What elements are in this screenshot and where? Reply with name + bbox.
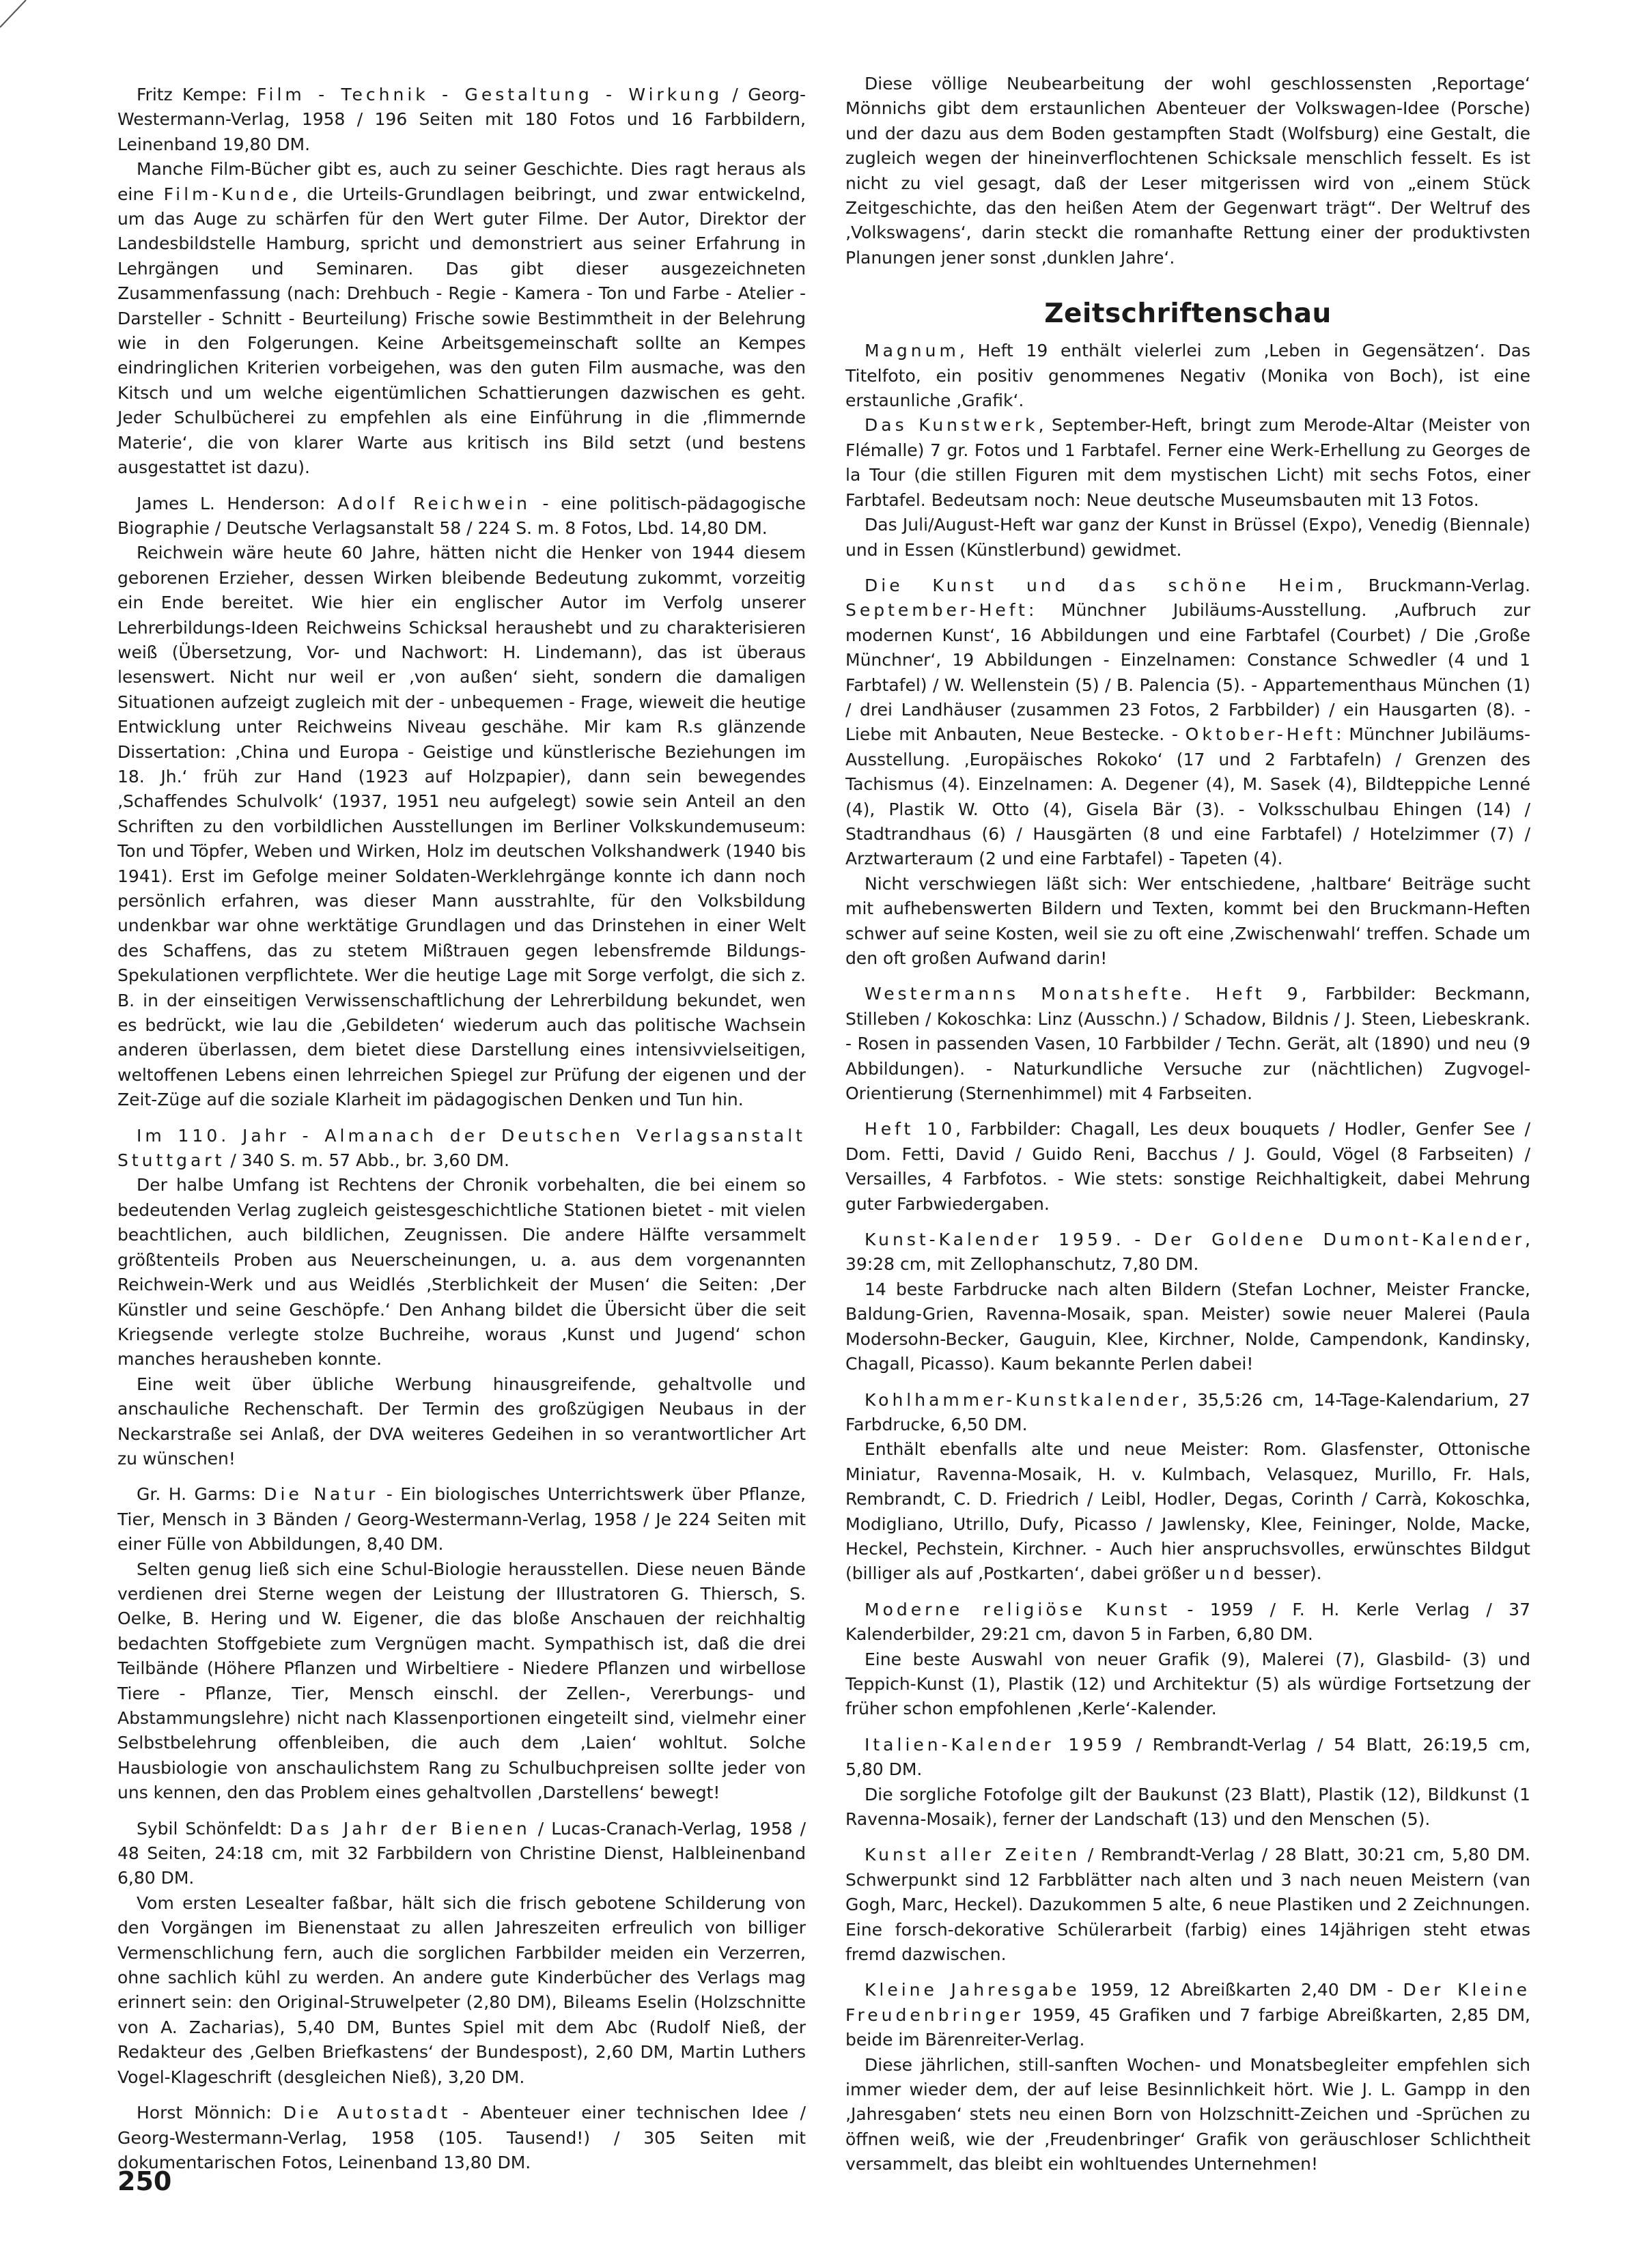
paragraph xyxy=(117,83,806,157)
section-heading: Zeitschriftenschau xyxy=(1044,298,1332,330)
paragraph xyxy=(845,573,1530,872)
paragraph xyxy=(117,157,806,480)
spaced-title: Die Autostadt xyxy=(283,2103,451,2123)
spaced-title: Kunst aller Zeiten xyxy=(865,1845,1081,1865)
text-run: Diese jährlichen, still-sanften Wochen- und Monatsbegleiter empfehlen sich immer wieder dem, der auf leise Besinnlichkeit hört. Wie J. L. Gampp in den ‚Jahresgaben‘ stets neu einen Born von Holzschnitt-Zeichen und -Sprüchen zu öffnen weiß, wie der ‚Freudenbringer‘ Grafik von geräuschloser Schlichtheit versammelt, das bleibt ein wohltuendes Unternehmen! xyxy=(845,2054,1530,2174)
right-column-bottom xyxy=(845,339,1530,2177)
spaced-title: Film-Kunde xyxy=(163,184,292,204)
text-run: Selten genug ließ sich eine Schul-Biologie herausstellen. Diese neuen Bände verdienen drei Sterne wegen der Leistung der Illustratoren G. Thiersch, S. Oelke, B. Hering und W. Eigener, die das bloße Anschauen der reichhaltig bedachten Stoffgebiete zum Vergnügen macht. Sympathisch ist, daß die drei Teilbände (Höhere Pflanzen und Wirbeltiere - Niedere Pflanzen und wirbellose Tiere - Pflanze, Tier, Mensch einschl. der Zellen-, Vererbungs- und Abstammungslehre) nicht nach Klassenportionen eingeteilt sind, vielmehr einer Selbstbelehrung offenbleiben, die auch dem ‚Laien‘ wohltut. Solche Hausbiologie von anschaulichstem Rang zu Schulbuchpreisen sollte jeder von uns kennen, den das Problem eines gehaltvollen ‚Darstellens‘ bewegt! xyxy=(117,1559,806,1803)
text-run: , September-Heft, bringt zum Merode-Altar (Meister von Flémalle) 7 gr. Fotos und 1 Farbtafel. Ferner eine Werk-Erhellung zu Georges de la Tour (die stillen Figuren mit dem mystischen Licht) mit sechs Fotos, einer Farbtafel. Bedeutsam noch: Neue deutsche Museumsbauten mit 13 Fotos. xyxy=(845,415,1531,510)
text-run: / 340 S. m. 57 Abb., br. 3,60 DM. xyxy=(225,1150,509,1171)
paragraph xyxy=(845,982,1530,1106)
right-column-top xyxy=(845,72,1530,270)
text-run: Vom ersten Lesealter faßbar, hält sich die frisch gebotene Schilderung von den Vorgängen im Bienenstaat zu allen Jahreszeiten erfreulich von billiger Vermenschlichung fern, auch die sorglichen Farbbilder meiden ein Verzerren, ohne sachlich kühl zu werden. An andere gute Kinderbücher des Verlags mag erinnert sein: den Original-Struwelpeter (2,80 DM), Bileams Eselin (Holzschnitte von A. Zacharias), 5,40 DM, Buntes Spiel mit dem Abc (Rudolf Nieß, der Redakteur des ‚Gelben Briefkastens‘ der Bundespost), 2,60 DM, Martin Luthers Vogel-Klageschrift (desgleichen Nieß), 3,20 DM. xyxy=(117,1893,806,2087)
paragraph xyxy=(845,1228,1530,1277)
paragraph xyxy=(117,1124,806,1174)
text-run: Nicht verschwiegen läßt sich: Wer entschiedene, ‚haltbare‘ Beiträge sucht mit aufhebenswerten Bildern und Texten, kommt bei den Bruckmann-Heften schwer auf seine Kosten, weil sie zu oft eine ‚Zwischenwahl‘ treffen. Schade um den oft großen Aufwand darin! xyxy=(845,873,1530,968)
paragraph xyxy=(845,1733,1530,1783)
spaced-title: Kohlhammer-Kunstkalender xyxy=(865,1389,1182,1410)
paragraph xyxy=(117,1817,806,1891)
paragraph xyxy=(117,1557,806,1806)
paragraph xyxy=(845,1647,1530,1722)
spaced-title: Das Kunstwerk xyxy=(865,415,1039,436)
spaced-title: Adolf Reichwein xyxy=(337,493,531,513)
paragraph xyxy=(845,513,1530,563)
spaced-title: Der Kleine Freudenbringer xyxy=(845,1980,1531,2025)
text-run: Reichwein wäre heute 60 Jahre, hätten nicht die Henker von 1944 diesem geborenen Erzieher, dessen Wirken bleibende Bedeutung zukommt, vorzeitig ein Ende bereitet. Wie hier ein englischer Autor im Verfolg unserer Lehrerbildungs-Ideen Reichweins Schicksal heraushebt und zu charakterisieren weiß (Übersetzung, Vor- und Nachwort: H. Lindemann), das ist überaus lesenswert. Nicht nur weil er ‚von außen‘ sieht, sondern die damaligen Situationen aufzeigt zugleich mit der - unbequemen - Frage, wieweit die heutige Entwicklung unter Reichweins Niveau geschähe. Mir kam R.s glänzende Dissertation: ‚China und Europa - Geistige und künstlerische Beziehungen im 18. Jh.‘ früh zur Hand (1923 auf Holzpapier), dann sein bewegendes ‚Schaffendes Schulvolk‘ (1937, 1951 neu aufgelegt) sowie sein Anteil an den Schriften zu den vorbildlichen Ausstellungen im Berliner Volkskundemuseum: Ton und Töpfer, Weben und Wirken, Holz im deutschen Volkshandwerk (1940 bis 1941). Erst im Gefolge meiner Soldaten-Werklehrgänge konnte ich dann noch persönlich erfahren, was dieser Mann ausstrahlte, für den Volksbildung undenkbar war ohne werktätige Grundlagen und das Drinstehen in einer Welt des Schaffens, das zu stetem Mißtrauen gegen lebensfremde Bildungs-Spekulationen verpflichtete. Wer die heutige Lage mit Sorge verfolgt, die sich z. B. in der einseitigen Verwissenschaftlichung der Lehrerbildung bekundet, wen es bedrückt, wie lau die ‚Gebildeten‘ wiederum auch das politische Wachsein anderen überlassen, dem bietet diese Darstellung eines intensivvielseitigen, weltoffenen Lebens einen lehrreichen Spiegel zur Prüfung der eigenen und der Zeit-Züge auf die soziale Klarheit im pädagogischen Denken und Tun hin. xyxy=(117,543,806,1110)
spaced-title: Oktober-Heft xyxy=(1185,724,1336,745)
paragraph xyxy=(845,1117,1530,1217)
paragraph xyxy=(845,1978,1530,2052)
paragraph xyxy=(845,1598,1530,1647)
paragraph xyxy=(845,1843,1530,1967)
paragraph xyxy=(845,1783,1530,1832)
spaced-title: Magnum xyxy=(865,341,959,361)
spaced-title: Film - Technik - Gestaltung - Wirkung xyxy=(256,85,723,104)
left-column xyxy=(117,72,806,2175)
text-run: 1959, 12 Abreißkarten 2,40 DM - xyxy=(1080,1980,1403,2000)
paragraph xyxy=(117,492,806,541)
text-run: - 1959 / F. H. Kerle Verlag / 37 Kalenderbilder, 29:21 cm, davon 5 in Farben, 6,80 DM. xyxy=(845,1599,1530,1645)
paragraph xyxy=(845,2053,1530,2177)
paragraph xyxy=(117,1482,806,1557)
paragraph xyxy=(117,2101,806,2175)
text-run: / Rembrandt-Verlag / 28 Blatt, 30:21 cm, 5,80 DM. Schwerpunkt sind 12 Farbblätter nach alten und 3 nach neuen Meistern (van Gogh, Marc, Heckel). Dazukommen 5 alte, 6 neue Plastiken und 2 Zeichnungen. Eine forsch-dekorative Schülerarbeit (farbig) eines 14jährigen steht etwas fremd dazwischen. xyxy=(845,1845,1530,1965)
right-column xyxy=(845,72,1530,2177)
text-run: Der halbe Umfang ist Rechtens der Chronik vorbehalten, die bei einem so bedeutenden Verlag zugleich geistesgeschichtliche Stationen bietet - mit vielen beachtlichen, auch bildlichen, Zeugnissen. Die andere Hälfte versammelt größtenteils Proben aus Neuerscheinungen, u. a. aus dem vorgenannten Reichwein-Werk und aus Weidlés ‚Sterblichkeit der Musen‘ die Seiten: ‚Der Künstler und seine Geschöpfe.‘ Den Anhang bildet die Übersicht über die seit Kriegsende verlegte stolze Buchreihe, woraus ‚Kunst und Jugend‘ schon manches herausheben konnte. xyxy=(117,1175,806,1370)
text-run: Sybil Schönfeldt: xyxy=(137,1818,290,1839)
text-run: - Ein biologisches Unterrichtswerk über Pflanze, Tier, Mensch in 3 Bänden / Georg-Westermann-Verlag, 1958 / Je 224 Seiten mit einer Fülle von Abbildungen, 8,40 DM. xyxy=(117,1484,806,1555)
text-run: , 39:28 cm, mit Zellophanschutz, 7,80 DM. xyxy=(845,1230,1530,1275)
spaced-title: und xyxy=(1205,1563,1248,1584)
text-run: Diese völlige Neubearbeitung der wohl geschlossensten ‚Reportage‘ Mönnichs gibt dem erstaunlichen Abenteuer der Volkswagen-Idee (Porsche) und der dazu aus dem Boden gestampften Stadt (Wolfsburg) eine Gestalt, die zugleich wegen der hineinverflochtenen Schicksale menschlich fesselt. Es ist nicht zu viel gesagt, daß der Leser mitgerissen wird von „einem Stück Zeitgeschichte, das den heißen Atem der Gegenwart trägt“. Der Weltruf des ‚Volkswagens‘, darin steckt die romanhafte Rettung einer der produktivsten Planungen jener sonst ‚dunklen Jahre‘. xyxy=(845,74,1530,268)
text-run: Gr. H. Garms: xyxy=(137,1484,264,1505)
corner-crop-mark xyxy=(0,0,41,41)
text-run: , Bruckmann-Verlag. xyxy=(1336,575,1530,595)
text-run: Enthält ebenfalls alte und neue Meister: Rom. Glasfenster, Ottonische Miniatur, Ravenna-Mosaik, H. v. Kulmbach, Velasquez, Murillo, Fr. Hals, Rembrandt, C. D. Friedrich / Leibl, Hodler, Degas, Corinth / Carrà, Kokoschka, Modigliano, Utrillo, Dufy, Picasso / Jawlensky, Klee, Feininger, Nolde, Macke, Heckel, Pechstein, Kirchner. - Auch hier anspruchsvolles, erwünschtes Bildgut (billiger als auf ‚Postkarten‘, dabei größer xyxy=(845,1439,1530,1584)
spaced-title: Kunst-Kalender 1959 xyxy=(865,1230,1116,1250)
text-run: Fritz Kempe: xyxy=(137,85,257,104)
text-run: 1959, 45 Grafiken und 7 farbige Abreißkarten, 2,85 DM, beide im Bärenreiter-Verlag. xyxy=(845,2004,1530,2050)
paragraph xyxy=(845,872,1530,972)
spaced-title: Moderne religiöse Kunst xyxy=(865,1599,1171,1619)
text-run: besser). xyxy=(1247,1563,1322,1584)
paragraph xyxy=(845,1277,1530,1377)
spaced-title: Der Goldene Dumont-Kalender xyxy=(1153,1230,1526,1250)
text-run: , Farbbilder: Chagall, Les deux bouquets / Hodler, Genfer See / Dom. Fetti, David / Guido Reni, Bacchus / J. Gould, Vögel (8 Farbseiten) / Versailles, 4 Farbfotos. - Wie stets: sonstige Reichhaltigkeit, dabei Mehrung guter Farbwiedergaben. xyxy=(845,1119,1530,1214)
text-run: : Münchner Jubiläums-Ausstellung. ‚Aufbruch zur modernen Kunst‘, 16 Abbildungen und eine Farbtafel (Courbet) / Die ‚Große Münchner‘, 19 Abbildungen - Einzelnamen: Constance Schwedler (4 und 1 Farbtafel) / W. Wellenstein (5) / B. Palencia (5). - Appartementhaus München (1) / drei Landhäuser (zusammen 23 Fotos, 2 Farbbilder) / ein Hausgarten (8). - Liebe mit Anbauten, Neue Bestecke. - xyxy=(845,600,1530,745)
text-run: : Münchner Jubiläums-Ausstellung. ‚Europäisches Rokoko‘ (17 und 2 Farbtafeln) / Grenzen des Tachismus (4). Einzelnamen: A. Degener (4), M. Sasek (4), Bildteppiche Lenné (4), Plastik W. Otto (4), Gisela Bär (3). - Volksschulbau Ehingen (14) / Stadtrandhaus (6) / Hausgärten (8 und eine Farbtafel) / Hotelzimmer (7) / Arztwarteraum (2 und eine Farbtafel) - Tapeten (4). xyxy=(845,724,1530,869)
paragraph xyxy=(117,1372,806,1472)
spaced-title: Die Natur xyxy=(264,1484,379,1505)
paragraph xyxy=(117,541,806,1112)
paragraph xyxy=(117,1891,806,2090)
paragraph xyxy=(845,1437,1530,1586)
text-run: - Abenteuer einer technischen Idee / Georg-Westermann-Verlag, 1958 (105. Tausend!) / 305 Seiten mit dokumentarischen Fotos, Leinenband 13,80 DM. xyxy=(117,2103,807,2172)
paragraph xyxy=(117,1173,806,1372)
text-run: Horst Mönnich: xyxy=(137,2103,283,2123)
spaced-title: Im 110. Jahr - Almanach der Deutschen Verlagsanstalt Stuttgart xyxy=(117,1125,806,1171)
spaced-title: Westermanns Monatshefte. Heft 9 xyxy=(865,984,1302,1004)
spaced-title: Das Jahr der Bienen xyxy=(290,1818,531,1839)
text-run: , Heft 19 enthält vielerlei zum ‚Leben in Gegensätzen‘. Das Titelfoto, ein positiv genommenes Negativ (Monika von Boch), ist eine erstaunliche ‚Grafik‘. xyxy=(845,341,1530,411)
paragraph xyxy=(845,1388,1530,1438)
text-run: Das Juli/August-Heft war ganz der Kunst in Brüssel (Expo), Venedig (Biennale) und in Essen (Künstlerbund) gewidmet. xyxy=(845,515,1530,560)
spaced-title: Die Kunst und das schöne Heim xyxy=(865,575,1337,595)
text-run: . - xyxy=(1115,1230,1154,1250)
paragraph xyxy=(845,339,1530,413)
paragraph xyxy=(845,72,1530,270)
text-run: 14 beste Farbdrucke nach alten Bildern (Stefan Lochner, Meister Francke, Baldung-Grien, Ravenna-Mosaik, span. Meister) sowie neuer Malerei (Paula Modersohn-Becker, Gauguin, Klee, Kirchner, Nolde, Campendonk, Kandinsky, Chagall, Picasso). Kaum bekannte Perlen dabei! xyxy=(845,1279,1530,1374)
spaced-title: Heft 10 xyxy=(865,1119,956,1139)
text-run: , 35,5:26 cm, 14-Tage-Kalendarium, 27 Farbdrucke, 6,50 DM. xyxy=(845,1389,1530,1434)
spaced-title: Italien-Kalender 1959 xyxy=(865,1734,1125,1755)
text-run: Manche Film-Bücher gibt es, auch zu seiner Geschichte. Dies ragt heraus als eine xyxy=(117,159,806,204)
text-run: - eine politisch-pädagogische Biographie / Deutsche Verlagsanstalt 58 / 224 S. m. 8 Fotos, Lbd. 14,80 DM. xyxy=(117,493,806,538)
spaced-title: Kleine Jahresgabe xyxy=(865,1980,1080,2000)
text-run: / Rembrandt-Verlag / 54 Blatt, 26:19,5 cm, 5,80 DM. xyxy=(845,1734,1530,1780)
spaced-title: September-Heft xyxy=(845,600,1028,621)
text-run: / Georg-Westermann-Verlag, 1958 / 196 Seiten mit 180 Fotos und 16 Farbbildern, Leinenband 19,80 DM. xyxy=(117,85,806,154)
text-run: James L. Henderson: xyxy=(137,493,338,513)
text-run: Eine beste Auswahl von neuer Grafik (9), Malerei (7), Glasbild- (3) und Teppich-Kunst (1), Plastik (12) und Architektur (5) als würdige Fortsetzung der früher schon empfohlenen ‚Kerle‘-Kalender. xyxy=(845,1649,1530,1719)
text-run: , die Urteils-Grundlagen beibringt, und zwar entwickelnd, um das Auge zu schärfen für den Wert guter Filme. Der Autor, Direktor der Landesbildstelle Hamburg, spricht und demonstriert aus seiner Erfahrung in Lehrgängen und Seminaren. Das gibt dieser ausgezeichneten Zusammenfassung (nach: Drehbuch - Regie - Kamera - Ton und Farbe - Atelier - Darsteller - Schnitt - Beurteilung) Frische sowie Bestimmtheit in der Belehrung wie in den Folgerungen. Keine Arbeitsgemeinschaft sollte an Kempes eindringlichen Kriterien vorbeigehen, was den guten Film ausmache, was den Kitsch und um welche eigentümlichen Schattierungen dazwischen es geht. Jeder Schulbücherei zu empfehlen als eine Einführung in die ‚flimmernde Materie‘, die von klarer Warte aus kritisch ins Bild setzt (und bestens ausgestattet ist dazu). xyxy=(117,184,807,478)
text-run: , Farbbilder: Beckmann, Stilleben / Kokoschka: Linz (Ausschn.) / Schadow, Bildnis / J. Steen, Liebeskrank. - Rosen in passenden Vasen, 10 Farbbilder / Techn. Gerät, alt (1890) und neu (9 Abbildungen). - Naturkundliche Versuche zur (nächtlichen) Zugvogel-Orientierung (Sternenhimmel) mit 4 Farbseiten. xyxy=(845,984,1530,1104)
paragraph xyxy=(845,413,1530,513)
text-run: Eine weit über übliche Werbung hinausgreifende, gehaltvolle und anschauliche Rechenschaft. Der Termin des großzügigen Neubaus in der Neckarstraße sei Anlaß, der DVA weiteres Gedeihen in so verantwortlicher Art zu wünschen! xyxy=(117,1374,806,1469)
text-run: / Lucas-Cranach-Verlag, 1958 / 48 Seiten, 24:18 cm, mit 32 Farbbildern von Christine Dienst, Halbleinenband 6,80 DM. xyxy=(117,1818,806,1888)
text-run: Die sorgliche Fotofolge gilt der Baukunst (23 Blatt), Plastik (12), Bildkunst (1 Ravenna-Mosaik), ferner der Landschaft (13) und den Menschen (5). xyxy=(845,1784,1530,1829)
page-number: 250 xyxy=(117,2166,172,2196)
